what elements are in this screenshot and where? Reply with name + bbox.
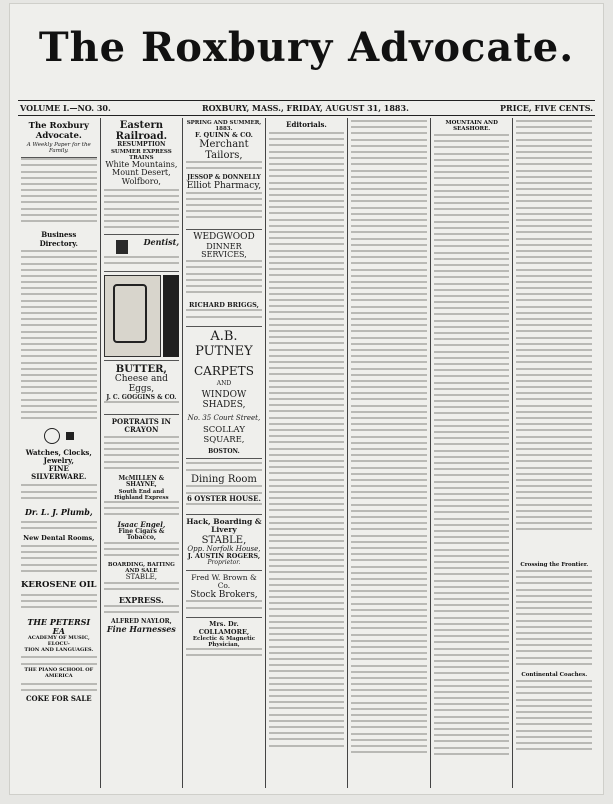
dentist-ad (104, 238, 180, 256)
watch-illustration (21, 425, 97, 447)
dinner-text (186, 260, 262, 302)
article-text-5 (351, 120, 427, 786)
price: PRICE, FIVE CENTS. (500, 103, 593, 113)
ad-spring-summer: SPRING AND SUMMER, 1883. (186, 120, 262, 133)
dentist-text (21, 521, 97, 533)
newspaper-title: The Roxbury Advocate. (38, 24, 575, 71)
ad-resumption: RESUMPTION (117, 141, 166, 148)
ad-and: AND (216, 380, 232, 388)
oyster-text (186, 503, 262, 511)
pharmacy-text (186, 192, 262, 226)
column-2 (101, 118, 184, 788)
column-6 (431, 118, 514, 788)
tea-side-banner (163, 275, 179, 357)
brokers-text (186, 600, 262, 614)
ad-academy-line3: TION AND LANGUAGES. (24, 646, 94, 653)
mountain-seashore-heading: MOUNTAIN AND SEASHORE. (445, 120, 498, 132)
ad-goggins: J. C. GOGGINS & CO. (106, 393, 177, 401)
tooth-icon (116, 240, 128, 254)
paper-name: The Roxbury Advocate. (28, 121, 89, 141)
academy-text (21, 656, 97, 666)
ad-hack-livery: Hack, Boarding & Livery (186, 517, 262, 535)
columns (18, 118, 595, 788)
ad-boston: BOSTON. (208, 447, 240, 455)
express-details (104, 605, 180, 619)
ad-scollay-square: SCOLLAY SQUARE, (202, 425, 245, 445)
ad-white-mountains: White Mountains, (105, 159, 178, 169)
dental-rooms-text (21, 545, 97, 579)
masthead (10, 4, 603, 96)
ad-butter: BUTTER, (115, 364, 167, 376)
place-and-date: ROXBURY, MASS., FRIDAY, AUGUST 31, 1883. (201, 103, 409, 113)
tea-ad (104, 275, 180, 357)
business-directory-heading: Business Directory. (39, 230, 78, 249)
ad-boarding: BOARDING, BAITING AND SALE (107, 561, 175, 575)
tailors-text (186, 161, 262, 175)
ad-silverware: FINE SILVERWARE. (31, 464, 87, 482)
ad-mcmillen: McMILLEN & SHAYNE, (118, 474, 165, 489)
column-3 (183, 118, 266, 788)
portraits-text (104, 436, 180, 476)
cigars-text (104, 542, 180, 562)
article-text-6 (434, 134, 510, 788)
ad-eastern-railroad: Eastern Railroad. (115, 120, 168, 142)
editorials-heading: Editorials. (286, 120, 327, 129)
ad-alfred-naylor: ALFRED NAYLOR, (111, 617, 172, 625)
ad-academy-line2: ACADEMY OF MUSIC, ELOCU- (27, 635, 90, 647)
column-5 (348, 118, 431, 788)
piano-text (21, 683, 97, 693)
railroad-timetable (104, 189, 180, 231)
article-text-7a (516, 120, 592, 560)
stable-text (104, 582, 180, 596)
ad-livery-stable: STABLE, (201, 534, 247, 546)
butter-address (104, 401, 180, 411)
ad-piano-school: THE PIANO SCHOOL OF AMERICA (24, 667, 94, 680)
ad-putney: A.B. PUTNEY (195, 329, 253, 359)
ad-cheese-eggs: Cheese and Eggs, (114, 374, 168, 394)
ad-dinner-services: DINNER SERVICES, (201, 241, 247, 260)
ad-richard-briggs: RICHARD BRIGGS, (189, 301, 259, 310)
ad-dentist: Dentist, (143, 237, 180, 248)
ad-wedgwood: WEDGWOOD (193, 231, 255, 242)
physician-text (186, 648, 262, 662)
silverware-text (21, 484, 97, 506)
ad-dentist-name: Dr. L. J. Plumb, (24, 507, 93, 518)
ad-norfolk-house: Opp. Norfolk House, (187, 544, 261, 553)
directory-listings (21, 250, 97, 425)
ad-stable: STABLE, (125, 573, 157, 582)
ad-south-end-express: South End and Highland Express (114, 489, 169, 502)
ad-isaac-engel: Isaac Engel, (117, 520, 166, 530)
ad-court-street: No. 35 Court Street, (187, 413, 261, 422)
ornament-icon (66, 432, 74, 440)
ad-elliot-pharmacy: Elliot Pharmacy, (186, 180, 262, 191)
ad-summer-trains: SUMMER EXPRESS TRAINS (110, 148, 172, 161)
ad-cigars: Fine Cigars & Tobacco, (118, 527, 165, 542)
ad-jessop: JESSOP & DONNELLY (187, 174, 261, 182)
column-4 (266, 118, 349, 788)
volume-number: VOLUME I.—NO. 30. (20, 103, 111, 113)
ad-portraits: PORTRAITS IN CRAYON (111, 417, 171, 435)
dentist-address (104, 256, 180, 268)
ad-stock-brokers: Stock Brokers, (190, 589, 258, 600)
briggs-text (186, 309, 262, 323)
ad-proprietor: Proprietor. (207, 559, 241, 567)
watch-icon (44, 428, 60, 444)
paper-subtitle: A Weekly Paper for the Family. (26, 141, 91, 154)
ad-quinn: F. QUINN & CO. (195, 131, 253, 140)
column-1 (18, 118, 101, 788)
frontier-heading: Crossing the Frontier. (520, 562, 589, 568)
dining-intro (186, 462, 262, 474)
kerosene-text (21, 594, 97, 616)
ad-harnesses: Fine Harnesses (106, 624, 176, 635)
ad-coke: COKE FOR SALE (25, 693, 92, 703)
coaches-heading: Continental Coaches. (521, 672, 588, 678)
editorial-text (269, 132, 345, 788)
ad-collamore: Mrs. Dr. COLLAMORE, (198, 620, 250, 636)
ad-dental-rooms: New Dental Rooms, (23, 533, 95, 542)
tea-jar-illustration (104, 275, 162, 357)
ad-wolfboro: Wolfboro, (121, 177, 161, 187)
ad-austin-rogers: J. AUSTIN ROGERS, (187, 552, 261, 561)
ad-oyster-house: 6 OYSTER HOUSE. (186, 494, 261, 504)
ad-dining-room: Dining Room (190, 474, 257, 486)
ad-mount-desert: Mount Desert, (112, 168, 171, 178)
article-text-7c (516, 680, 592, 760)
ad-window-shades: WINDOW SHADES, (201, 389, 247, 410)
express-text (104, 501, 180, 521)
ad-express: EXPRESS. (118, 594, 164, 605)
newspaper-page (10, 4, 603, 794)
ad-watches: Watches, Clocks, Jewelry, (25, 448, 92, 466)
ad-fred-brown: Fred W. Brown & Co. (191, 573, 257, 591)
ad-merchant-tailors: Merchant Tailors, (199, 139, 249, 162)
dateline (18, 100, 595, 116)
article-text-7b (516, 570, 592, 670)
ad-eclectic-physician: Eclectic & Magnetic Physician, (192, 635, 256, 648)
column-7 (513, 118, 595, 788)
ad-academy-name: THE PETERSI EA (27, 616, 91, 636)
ad-carpets: CARPETS (193, 363, 254, 378)
ad-kerosene: KEROSENE OIL (21, 580, 97, 590)
intro-text-block (21, 158, 97, 228)
